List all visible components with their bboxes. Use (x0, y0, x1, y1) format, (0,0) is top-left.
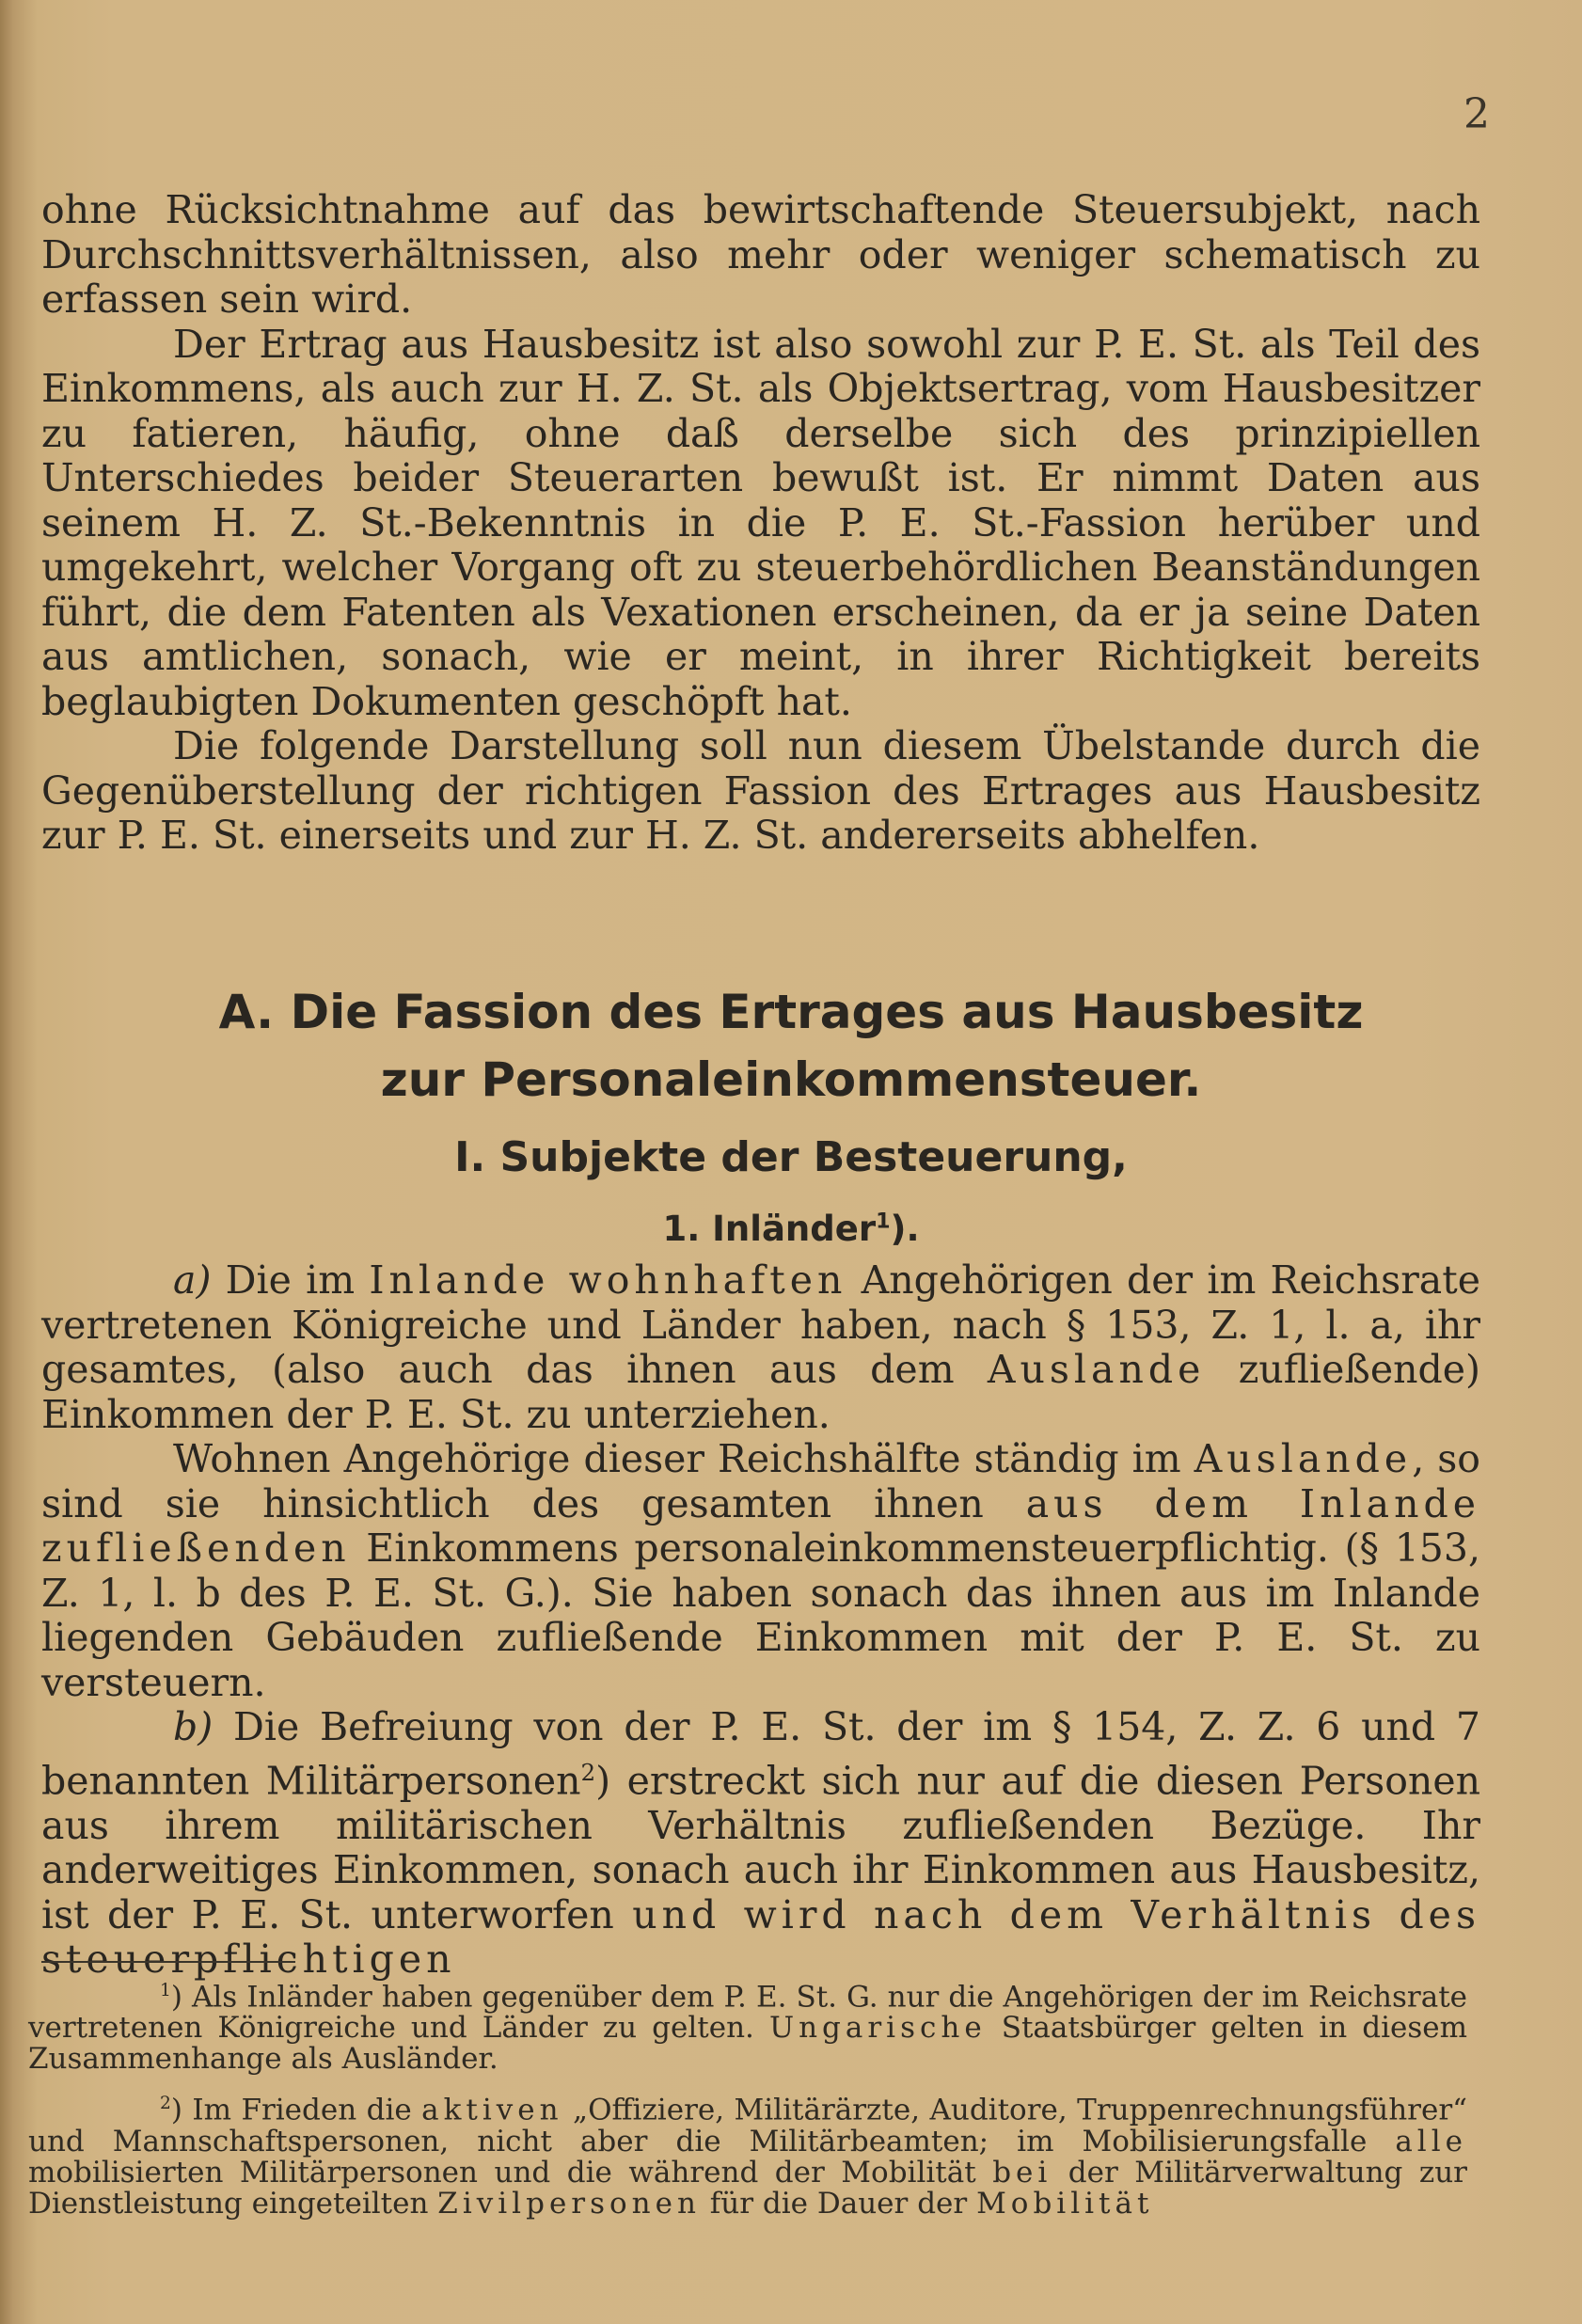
section-heading-line-1: A. Die Fassion des Ertrages aus Hausbesitz (218, 985, 1364, 1039)
footnote-1-text-2: Staatsbürger gelten in diesem Zusammenhange als Ausländer. (28, 2011, 1468, 2077)
paragraph-b (41, 1705, 1480, 1983)
paragraph-b-text-1: Die Befreiung von der P. E. St. der im § 154, Z. Z. 6 und 7 benannten Militärpersonen (41, 1704, 1480, 1804)
paragraph-wohnen (41, 1437, 1480, 1705)
paragraph-wohnen-text-3: Einkommens personaleinkommensteuerpflichtig. (§ 153, Z. 1, l. b des P. E. St. G.). Sie haben sonach das ihnen aus im Inlande liegenden Gebäuden zufließende Einkommen mit der P. E. St. zu versteuern. (41, 1526, 1480, 1705)
footnote-ref-2: 2 (580, 1758, 596, 1786)
footnote-ref-1: 1 (876, 1209, 891, 1234)
paragraph-b-spaced: und wird nach dem Verhältnis des steuerpflichtigen (41, 1891, 1480, 1983)
main-text (41, 1258, 1480, 1983)
paragraph-wohnen-text-2: , so sind sie hinsichtlich des gesamten ihnen (41, 1436, 1480, 1526)
page-number: 2 (1463, 90, 1490, 138)
footnotes (28, 1975, 1467, 2233)
footnote-1-spaced: Ungarische (768, 2011, 987, 2046)
footnote-2-text-3: mobilisierten Militärpersonen und die während der Mobilität (28, 2155, 993, 2190)
paragraph-wohnen-spaced-1: Auslande (1194, 1436, 1413, 1481)
paragraph-a-text-1: Die im (211, 1257, 370, 1303)
paragraph-a-spaced-1: Inlande wohnhaften (369, 1257, 847, 1303)
footnote-2-spaced-2: alle (1395, 2124, 1467, 2158)
paragraph-a-text-2: Angehörigen der im Reichsrate vertretenen Königreiche und Länder haben, nach § 153, Z. 1, l. a, ihr gesamtes, (also auch das ihnen aus dem (41, 1257, 1480, 1392)
intro-paragraph-1: ohne Rücksichtnahme auf das bewirtschaftende Steuersubjekt, nach Durchschnittsverhältnissen, also mehr oder weniger schematisch zu erfassen sein wird. (41, 187, 1480, 322)
paragraph-a-marker: a) (173, 1257, 212, 1303)
footnote-2-spaced-3: bei (992, 2155, 1052, 2190)
footnote-2-mark: 2 (160, 2094, 171, 2114)
footnote-2-text-4: der Militärverwaltung zur Dienstleistung eingeteilten (28, 2155, 1468, 2221)
footnote-1-text-1: ) Als Inländer haben gegenüber dem P. E. St. G. nur die Angehörigen der im Reichsrate vertretenen Königreiche und Länder zu gelten. (28, 1980, 1467, 2046)
footnote-1-mark: 1 (160, 1981, 171, 2000)
subsubsection-title: 1. Inländer (662, 1209, 877, 1249)
footnote-2-text-1: ) Im Frieden die (170, 2093, 422, 2127)
footnote-2-spaced-1: aktiven (421, 2093, 563, 2127)
paragraph-b-text-2: ) erstreckt sich nur auf die diesen Personen aus ihrem militärischen Verhältnis zufließenden Bezüge. Ihr anderweitiges Einkommen, sonach auch ihr Einkommen aus Hausbesitz, ist der P. E. St. unterworfen (41, 1758, 1480, 1937)
paragraph-b-marker: b) (173, 1704, 214, 1749)
paragraph-a (41, 1258, 1480, 1437)
footnote-1 (28, 1975, 1467, 2075)
paragraph-wohnen-spaced-2: aus dem Inlande zufließenden (41, 1480, 1480, 1571)
subsubsection-heading (0, 1209, 1582, 1249)
paragraph-a-spaced-2: Auslande (987, 1347, 1206, 1392)
footnote-2-spaced-5: Mobilität (976, 2186, 1154, 2221)
paragraph-wohnen-text-1: Wohnen Angehörige dieser Reichshälfte ständig im (173, 1436, 1194, 1481)
footnote-2-text-5: für die Dauer der (700, 2186, 977, 2221)
intro-text (41, 188, 1480, 859)
footnote-2 (28, 2088, 1467, 2219)
subsection-heading: I. Subjekte der Besteuerung, (454, 1133, 1128, 1181)
footnote-divider (41, 1961, 295, 1963)
section-heading (0, 978, 1582, 1114)
paragraph-a-text-3: zufließende) Einkommen der P. E. St. zu unterziehen. (41, 1347, 1480, 1437)
section-heading-line-2: zur Personaleinkommensteuer. (380, 1052, 1202, 1107)
footnote-2-spaced-4: Zivilpersonen (437, 2186, 701, 2221)
intro-paragraph-3: Die folgende Darstellung soll nun diesem Übelstande durch die Gegenüberstellung der richtigen Fassion des Ertrages aus Hausbesitz zur P. E. St. einerseits und zur H. Z. St. andererseits abhelfen. (41, 723, 1480, 858)
footnote-2-text-2: „Offiziere, Militärärzte, Auditore, Truppenrechnungsführer“ und Mannschaftspersonen, nicht aber die Militärbeamten; im Mobilisierungsfalle (28, 2093, 1467, 2158)
intro-paragraph-2: Der Ertrag aus Hausbesitz ist also sowohl zur P. E. St. als Teil des Einkommens, als auch zur H. Z. St. als Objektsertrag, vom Hausbesitzer zu fatieren, häufig, ohne daß derselbe sich des prinzipiellen Unterschiedes beider Steuerarten bewußt ist. Er nimmt Daten aus seinem H. Z. St.-Bekenntnis in die P. E. St.-Fassion herüber und umgekehrt, welcher Vorgang oft zu steuerbehördlichen Beanständungen führt, die dem Fatenten als Vexationen erscheinen, da er ja seine Daten aus amtlichen, sonach, wie er meint, in ihrer Richtigkeit bereits beglaubigten Dokumenten geschöpft hat. (41, 321, 1480, 724)
subsubsection-suffix: ). (890, 1209, 920, 1249)
